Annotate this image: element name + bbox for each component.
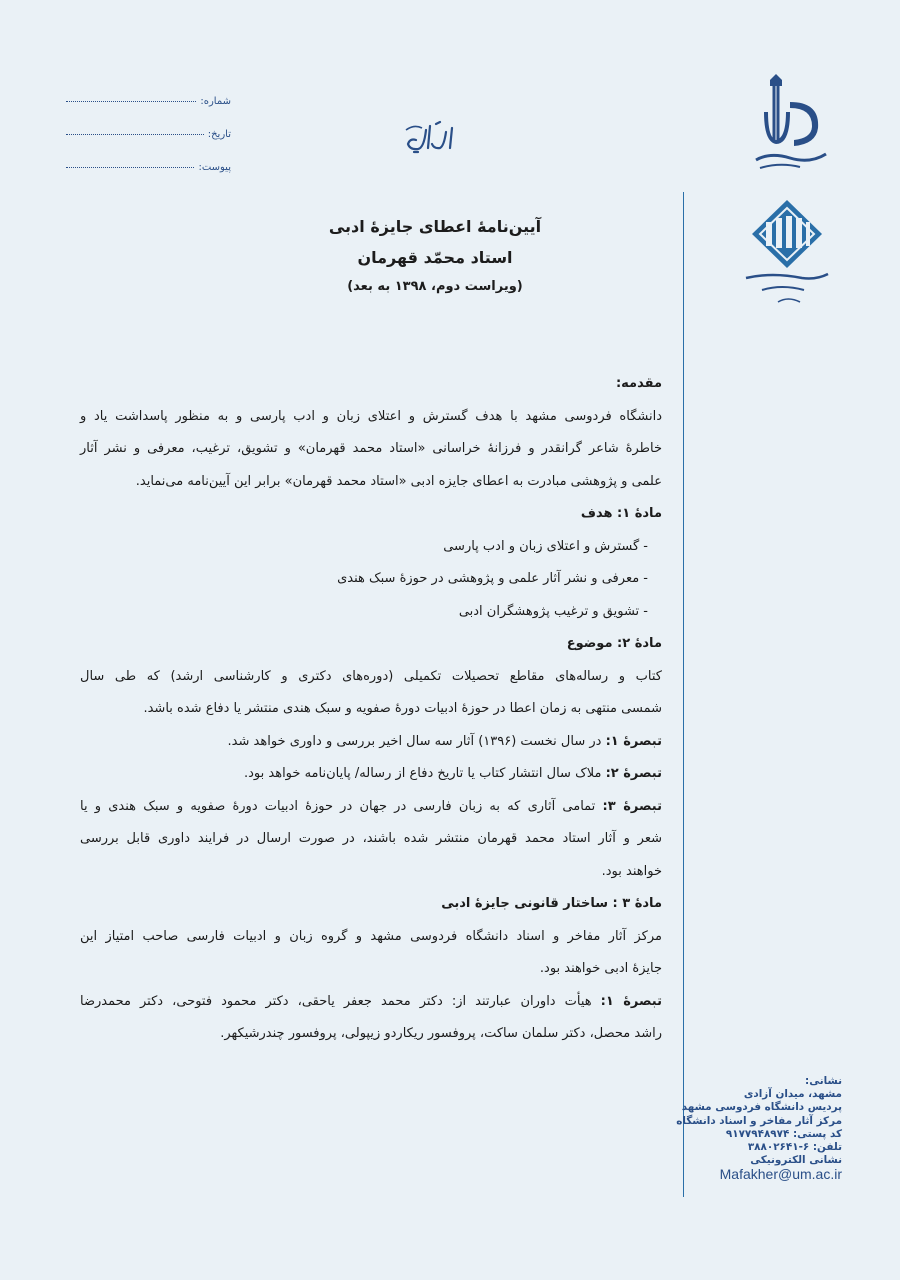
article2-heading: مادهٔ ۲: موضوع — [566, 636, 662, 651]
article1-item: - گسترش و اعتلای زبان و ادب پارسی — [443, 538, 648, 554]
note3-label: تبصرهٔ ۳: — [602, 798, 662, 814]
date-dotted-line — [66, 124, 204, 135]
intro-line-2: خاطرهٔ شاعر گرانقدر و فرزانهٔ خراسانی «استاد محمد قهرمان» و تشویق، ترغیب، معرفی و نشر آثار — [80, 441, 662, 456]
address-center: مرکز آثار مفاخر و اسناد دانشگاه — [676, 1114, 842, 1127]
article3-line-2: جایزهٔ ادبی خواهند بود. — [539, 961, 662, 976]
title-line-2: استاد محمّد قهرمان — [357, 248, 513, 267]
note1 — [80, 726, 662, 759]
intro-line-1: دانشگاه فردوسی مشهد با هدف گسترش و اعتلای زبان و ادب پارسی و به منظور پاسداشت یاد و — [80, 408, 662, 424]
number-label: شماره: — [200, 96, 231, 107]
university-logo-icon — [750, 72, 830, 172]
note4 — [80, 986, 662, 1019]
address-campus: پردیس دانشگاه فردوسی مشهد — [681, 1101, 842, 1114]
document-title — [240, 215, 630, 297]
article1-item: - تشویق و ترغیب پژوهشگران ادبی — [458, 603, 648, 619]
intro-heading: مقدمه: — [615, 376, 662, 391]
address-phone: تلفن: ۶-۳۸۸۰۲۶۴۱ — [747, 1141, 842, 1154]
date-label: تاریخ: — [207, 129, 231, 140]
intro-line-3: علمی و پژوهشی مبادرت به اعطای جایزه ادبی «استاد محمد قهرمان» برابر این آیین‌نامه می‌نماید. — [135, 473, 662, 489]
sidebar-divider-line — [683, 192, 684, 1197]
header-fields — [66, 74, 231, 173]
note1-text: در سال نخست (۱۳۹۶) آثار سه سال اخیر بررسی و داوری خواهد شد. — [227, 733, 606, 749]
note4-line-2: راشد محصل، دکتر سلمان ساکت، پروفسور ریکاردو زیپولی، پروفسور چندرشیکهر. — [220, 1026, 662, 1041]
article3-heading: مادهٔ ۳ : ساختار قانونی جایزهٔ ادبی — [441, 896, 662, 911]
number-dotted-line — [66, 91, 196, 102]
article2-line-1: کتاب و رساله‌های مقاطع تحصیلات تکمیلی (دوره‌های دکتری و کارشناسی ارشد) که طی سال — [80, 668, 662, 684]
address-email[interactable]: Mafakher@um.ac.ir — [719, 1166, 842, 1183]
note3-line-2: شعر و آثار استاد محمد قهرمان منتشر شده باشند، در صورت ارسال در فرایند داوری قابل بررسی — [80, 831, 662, 846]
note2-text: ملاک سال انتشار کتاب یا تاریخ دفاع از رساله/ پایان‌نامه خواهد بود. — [244, 766, 606, 781]
note4-text-1: هیأت داوران عبارتند از: دکتر محمد جعفر یاحقی، دکتر محمود فتوحی، دکتر محمدرضا — [80, 993, 601, 1009]
document-body — [80, 368, 662, 1051]
article2-line-2: شمسی منتهی به زمان اعطا در حوزهٔ ادبیات دورهٔ صفویه و سبک هندی منتشر یا دفاع شده باشد. — [143, 701, 662, 716]
attachment-field — [66, 140, 231, 173]
note3-line-3: خواهند بود. — [601, 863, 662, 879]
date-field — [66, 107, 231, 140]
address-label: نشانی: — [805, 1075, 842, 1087]
address-email-label: نشانی الکترونیکی — [750, 1154, 842, 1167]
article1-item: - معرفی و نشر آثار علمی و پژوهشی در حوزهٔ سبک هندی — [337, 571, 648, 586]
note3 — [80, 791, 662, 824]
address-postal-code: کد پستی: ۹۱۷۷۹۴۸۹۷۴ — [725, 1127, 842, 1140]
title-line-3: (ویراست دوم، ۱۳۹۸ به بعد) — [347, 279, 523, 294]
title-line-1: آیین‌نامهٔ اعطای جایزهٔ ادبی — [328, 217, 542, 236]
address-city: مشهد، میدان آزادی — [743, 1088, 842, 1101]
heritage-center-logo-icon — [742, 198, 832, 308]
note3-text-1: تمامی آثاری که به زبان فارسی در جهان در حوزهٔ ادبیات دورهٔ صفویه و سبک هندی و یا — [80, 798, 603, 814]
note1-label: تبصرهٔ ۱: — [605, 733, 662, 749]
bismillah-calligraphy-icon — [400, 118, 460, 158]
article1-heading: مادهٔ ۱: هدف — [580, 506, 662, 521]
note2 — [80, 758, 662, 791]
attachment-dotted-line — [66, 157, 194, 168]
number-field — [66, 74, 231, 107]
note4-label: تبصرهٔ ۱: — [600, 993, 662, 1009]
attachment-label: پیوست: — [198, 162, 231, 173]
note2-label: تبصرهٔ ۲: — [605, 766, 662, 781]
article3-line-1: مرکز آثار مفاخر و اسناد دانشگاه فردوسی مشهد و گروه زبان و ادبیات فارسی صاحب امتیاز این — [80, 928, 662, 944]
address-block — [676, 1075, 842, 1183]
